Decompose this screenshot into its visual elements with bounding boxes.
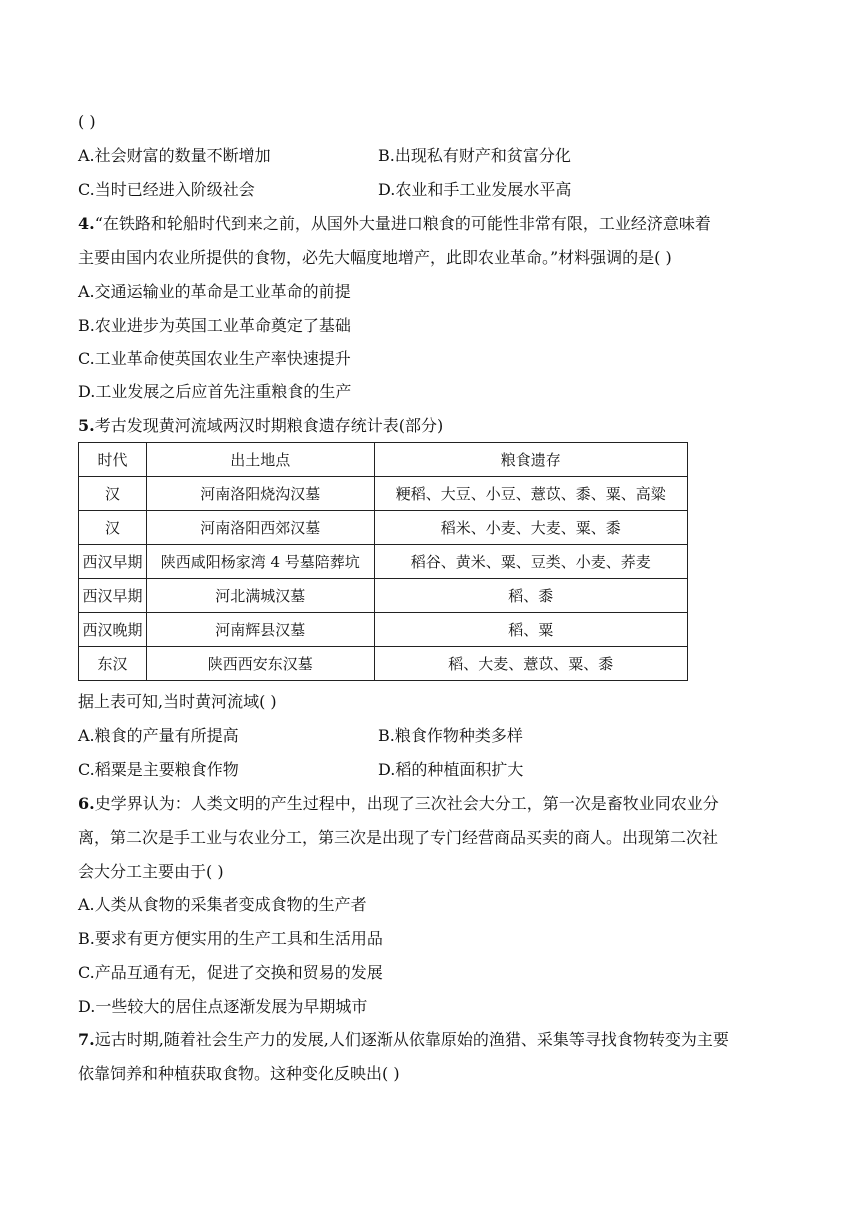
- q3-option-a: A.社会财富的数量不断增加: [78, 146, 271, 165]
- header-grain: 粮食遗存: [374, 443, 687, 477]
- table-row: [79, 647, 688, 681]
- q6-stem-line2: 离，第二次是手工业与农业分工，第三次是出现了专门经营商品买卖的商人。出现第二次社: [78, 828, 719, 847]
- q4-option-b: B.农业进步为英国工业革命奠定了基础: [78, 316, 351, 335]
- cell-era: 西汉早期: [79, 579, 147, 613]
- cell-grain: 稻、黍: [374, 579, 687, 613]
- q6-stem-line3: 会大分工主要由于( ): [78, 862, 224, 881]
- table-row: [79, 545, 688, 579]
- q3-option-c: C.当时已经进入阶级社会: [78, 180, 255, 199]
- grain-remains-table: [78, 442, 688, 681]
- cell-site: 陕西咸阳杨家湾 4 号墓陪葬坑: [146, 545, 374, 579]
- q4-option-c: C.工业革命使英国农业生产率快速提升: [78, 349, 351, 368]
- q6-stem-line1: 史学界认为：人类文明的产生过程中，出现了三次社会大分工，第一次是畜牧业同农业分: [94, 794, 719, 813]
- q5-option-c: C.稻粟是主要粮食作物: [78, 760, 239, 779]
- q4-number: 4.: [78, 214, 95, 233]
- table-row: [79, 579, 688, 613]
- q5-number: 5.: [78, 416, 95, 435]
- q4-option-a: A.交通运输业的革命是工业革命的前提: [78, 282, 351, 301]
- q6-option-c: C.产品互通有无，促进了交换和贸易的发展: [78, 963, 383, 982]
- q6-option-d: D.一些较大的居住点逐渐发展为早期城市: [78, 997, 368, 1016]
- cell-era: 东汉: [79, 647, 147, 681]
- q7-stem-line1: 远古时期,随着社会生产力的发展,人们逐渐从依靠原始的渔猎、采集等寻找食物转变为主要: [94, 1030, 729, 1049]
- q7-stem-line2: 依靠饲养和种植获取食物。这种变化反映出( ): [78, 1064, 400, 1083]
- q5-option-b: B.粮食作物种类多样: [378, 726, 523, 745]
- q3-paren: ( ): [78, 112, 96, 131]
- q5-option-d: D.稻的种植面积扩大: [378, 760, 524, 779]
- cell-site: 河南洛阳烧沟汉墓: [146, 477, 374, 511]
- q5-stem: [78, 415, 443, 437]
- q6-stem: [78, 793, 719, 815]
- q4-option-d: D.工业发展之后应首先注重粮食的生产: [78, 382, 352, 401]
- q4-stem-line1: “在铁路和轮船时代到来之前，从国外大量进口粮食的可能性非常有限，工业经济意味着: [94, 214, 711, 233]
- cell-era: 西汉早期: [79, 545, 147, 579]
- cell-grain: 粳稻、大豆、小豆、薏苡、黍、粟、高粱: [374, 477, 687, 511]
- q4-stem-line2: 主要由国内农业所提供的食物，必先大幅度地增产，此即农业革命。”材料强调的是( ): [78, 248, 672, 267]
- cell-site: 河南辉县汉墓: [146, 613, 374, 647]
- q5-stem-text: 考古发现黄河流域两汉时期粮食遗存统计表(部分): [94, 416, 444, 435]
- cell-site: 河南洛阳西郊汉墓: [146, 511, 374, 545]
- q3-option-d: D.农业和手工业发展水平高: [378, 180, 572, 199]
- cell-era: 西汉晚期: [79, 613, 147, 647]
- table-row: [79, 477, 688, 511]
- q5-option-a: A.粮食的产量有所提高: [78, 726, 239, 745]
- q5-after-table: 据上表可知,当时黄河流域( ): [78, 692, 277, 711]
- cell-site: 河北满城汉墓: [146, 579, 374, 613]
- cell-era: 汉: [79, 477, 147, 511]
- table-row: [79, 511, 688, 545]
- table-row: [79, 613, 688, 647]
- q6-number: 6.: [78, 794, 95, 813]
- cell-grain: 稻米、小麦、大麦、粟、黍: [374, 511, 687, 545]
- header-era: 时代: [79, 443, 147, 477]
- q7-stem: [78, 1029, 729, 1051]
- q4-stem: [78, 213, 711, 235]
- q6-option-a: A.人类从食物的采集者变成食物的生产者: [78, 895, 367, 914]
- q6-option-b: B.要求有更方便实用的生产工具和生活用品: [78, 929, 383, 948]
- cell-site: 陕西西安东汉墓: [146, 647, 374, 681]
- cell-grain: 稻、大麦、薏苡、粟、黍: [374, 647, 687, 681]
- cell-grain: 稻谷、黄米、粟、豆类、小麦、荞麦: [374, 545, 687, 579]
- q3-option-b: B.出现私有财产和贫富分化: [378, 146, 571, 165]
- q7-number: 7.: [78, 1030, 95, 1049]
- cell-grain: 稻、粟: [374, 613, 687, 647]
- cell-era: 汉: [79, 511, 147, 545]
- header-site: 出土地点: [146, 443, 374, 477]
- table-header-row: [79, 443, 688, 477]
